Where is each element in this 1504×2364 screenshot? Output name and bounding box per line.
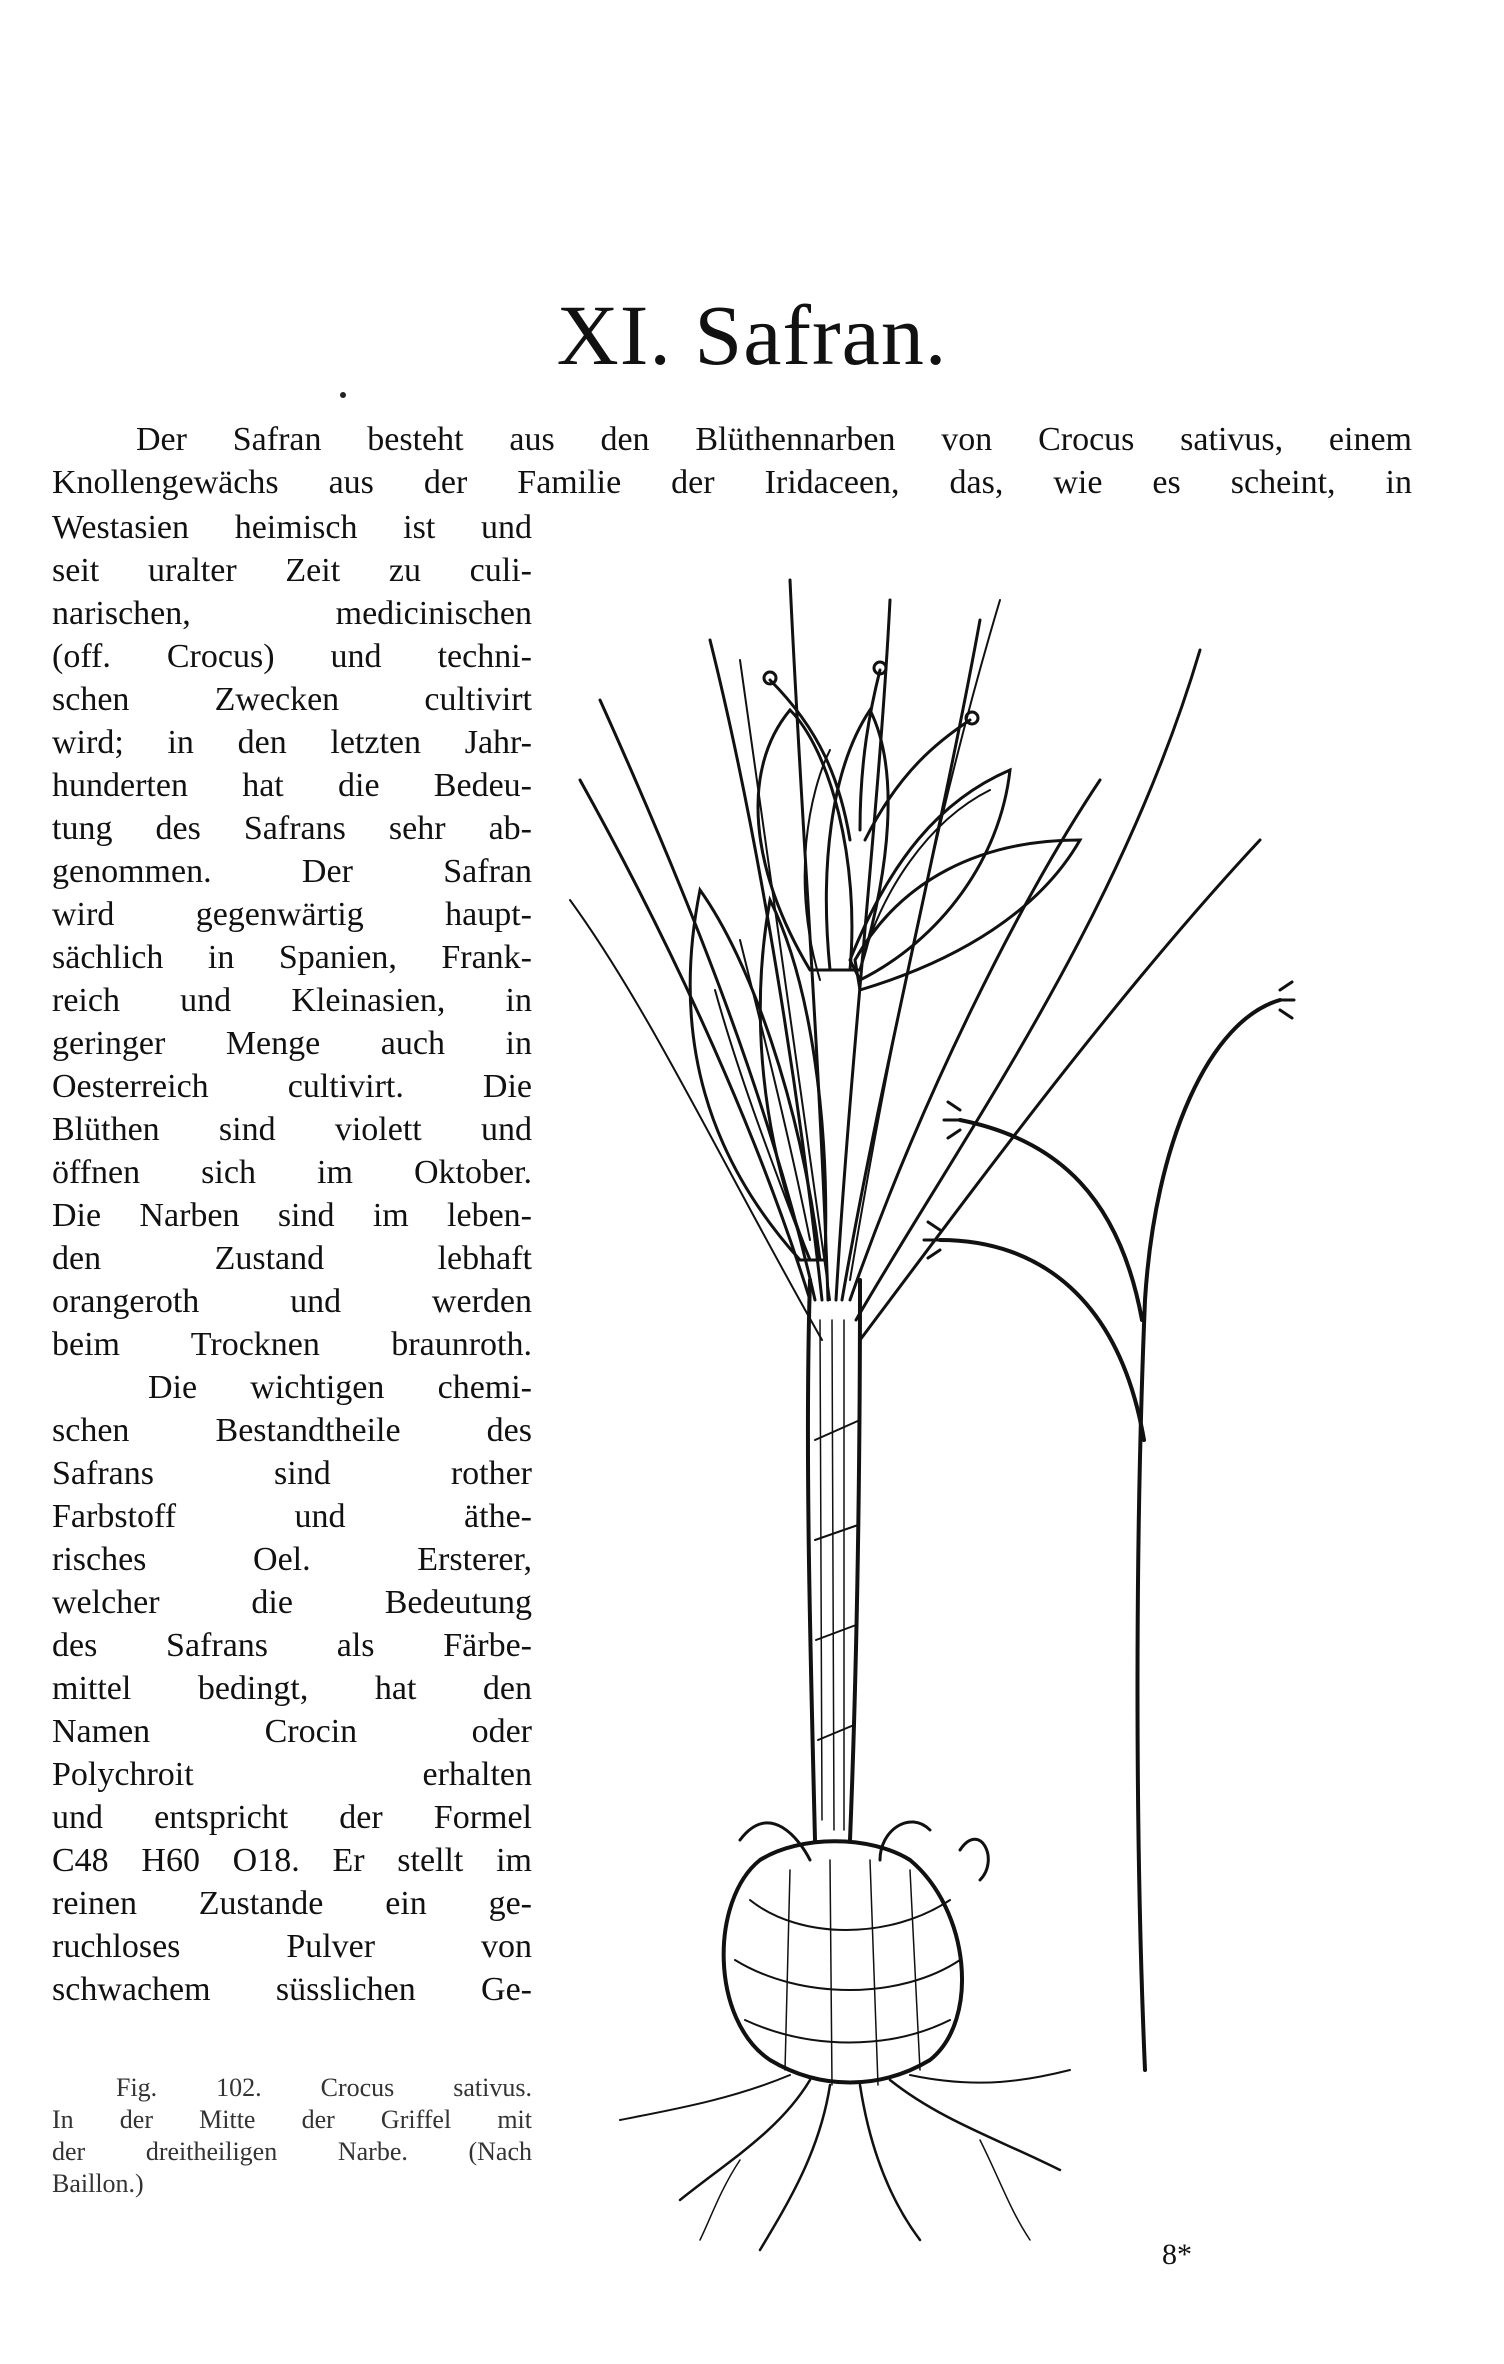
text-line: seit uralter Zeit zu culi- [52,552,532,589]
text-line: risches Oel. Ersterer, [52,1541,532,1578]
caption-line: In der Mitte der Griffel mit [52,2105,532,2134]
formula-line: C48 H60 O18. Er stellt im [52,1842,532,1879]
text-line: Westasien heimisch ist und [52,509,532,546]
caption-line: der dreitheiligen Narbe. (Nach [52,2137,532,2166]
text-line: Farbstoff und äthe- [52,1498,532,1535]
text-line: sächlich in Spanien, Frank- [52,939,532,976]
ink-speck [340,392,346,398]
text-line: Safrans sind rother [52,1455,532,1492]
text-line: schwachem süsslichen Ge- [52,1971,532,2008]
text-line: den Zustand lebhaft [52,1240,532,1277]
text-line: Polychroit erhalten [52,1756,532,1793]
text-line: Der Safran besteht aus den Blüthennarben von Crocus sativus, einem [136,421,1412,458]
crocus-illustration [560,540,1360,2260]
text-line: orangeroth und werden [52,1283,532,1320]
text-line: Die wichtigen chemi- [148,1369,532,1406]
caption-line: Fig. 102. Crocus sativus. [116,2073,532,2102]
text-line: tung des Safrans sehr ab- [52,810,532,847]
text-line: öffnen sich im Oktober. [52,1154,532,1191]
text-line: mittel bedingt, hat den [52,1670,532,1707]
text-line: wird; in den letzten Jahr- [52,724,532,761]
text-line: genommen. Der Safran [52,853,532,890]
text-column [52,506,532,2011]
text-line: schen Zwecken cultivirt [52,681,532,718]
text-line: geringer Menge auch in [52,1025,532,1062]
text-line: schen Bestandtheile des [52,1412,532,1449]
text-line: Knollengewächs aus der Familie der Iridaceen, das, wie es scheint, in [52,464,1412,501]
text-line: des Safrans als Färbe- [52,1627,532,1664]
text-line: hunderten hat die Bedeu- [52,767,532,804]
text-line: welcher die Bedeutung [52,1584,532,1621]
chapter-title: XI. Safran. [556,287,948,383]
text-line: (off. Crocus) und techni- [52,638,532,675]
text-line: ruchloses Pulver von [52,1928,532,1965]
intro-paragraph [52,418,1412,504]
text-line: Die Narben sind im leben- [52,1197,532,1234]
text-line: beim Trocknen braunroth. [52,1326,532,1363]
page-number: 8* [1162,2238,1192,2271]
text-line: Oesterreich cultivirt. Die [52,1068,532,1105]
text-line: Blüthen sind violett und [52,1111,532,1148]
text-line: Namen Crocin oder [52,1713,532,1750]
figure-caption [52,2072,532,2200]
text-line: und entspricht der Formel [52,1799,532,1836]
text-line: wird gegenwärtig haupt- [52,896,532,933]
text-line: reich und Kleinasien, in [52,982,532,1019]
caption-line: Baillon.) [52,2169,144,2198]
text-line: reinen Zustande ein ge- [52,1885,532,1922]
text-line: narischen, medicinischen [52,595,532,632]
